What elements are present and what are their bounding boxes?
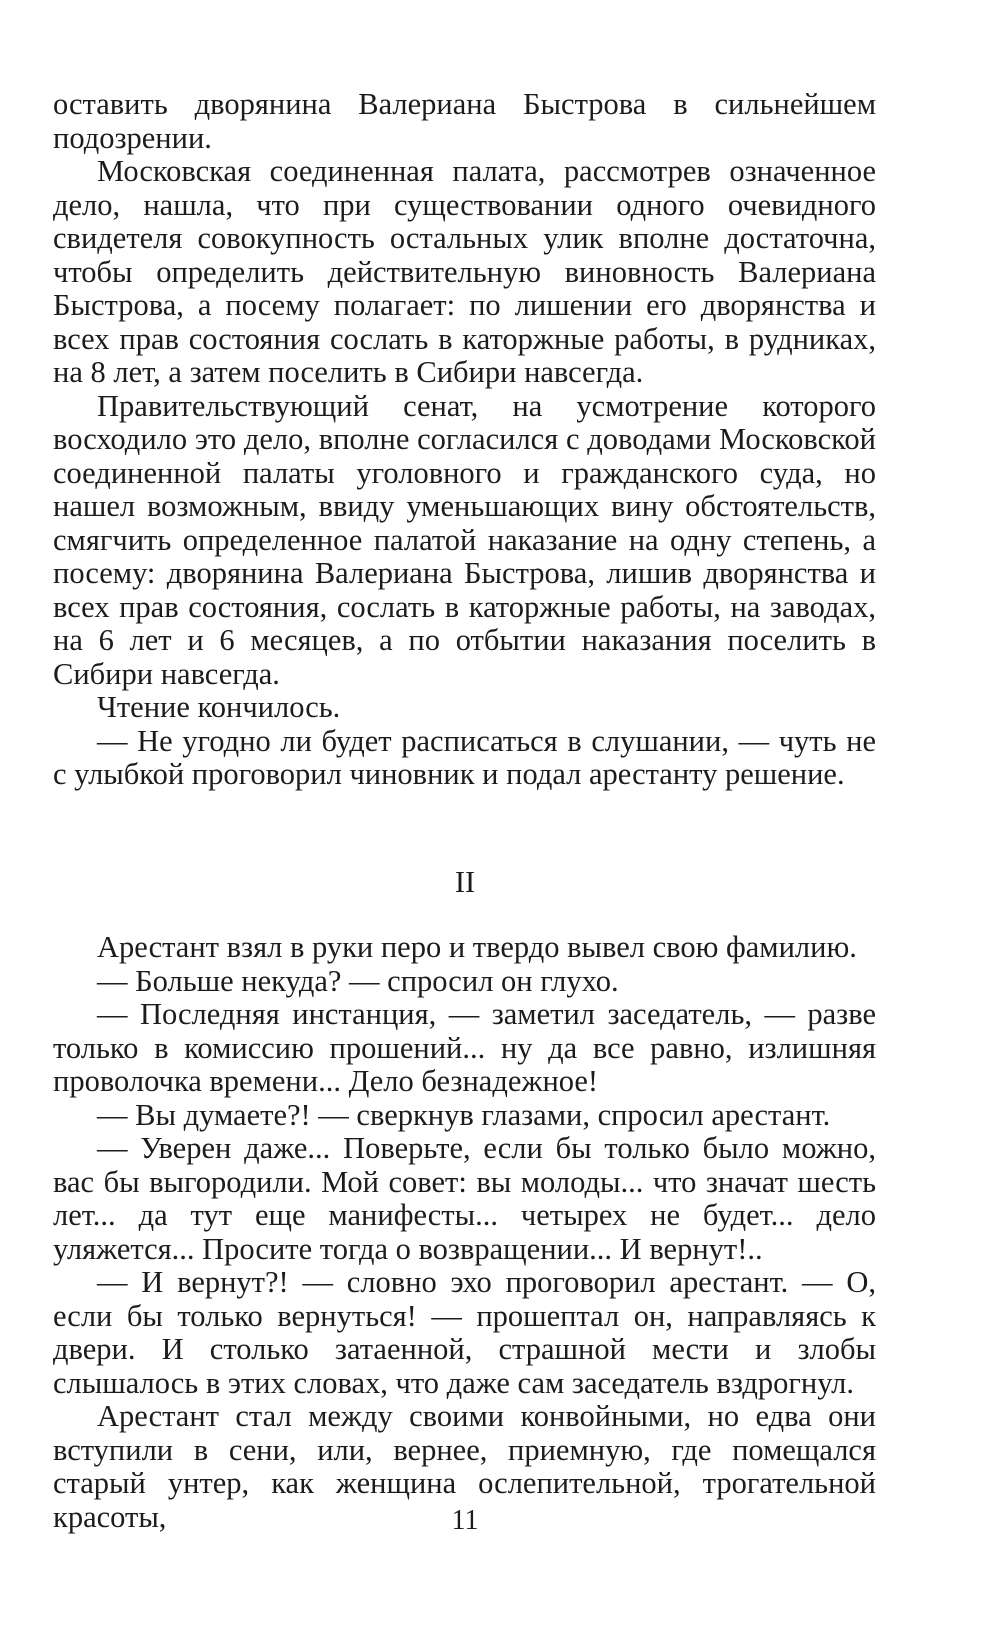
paragraph: — Больше некуда? — спросил он глухо. <box>97 963 619 998</box>
paragraph: оставить дворянина Валериана Быстрова в сильнейшем подозрении. <box>53 87 876 155</box>
paragraph: Правительствующий сенат, на усмотрение которого восходило это дело, вполне согласился с доводами Московской соединенной палаты уголовного и гражданского суда, но нашел возможным, ввиду уменьшающих вину обстоятельств, смягчить определенное палатой наказание на одну степень, а посему: дворянина Валериана Быстрова, лишив дворянства и всех прав состояния, сослать в каторжные работы, на заводах, на 6 лет и 6 месяцев, а по отбытии наказания поселить в Сибири навсегда. <box>53 388 876 691</box>
paragraph: Арестант взял в руки перо и твердо вывел свою фамилию. <box>97 930 857 964</box>
paragraph: — Уверен даже... Поверьте, если бы только было можно, вас бы выгородили. Мой совет: вы молоды... что значат шесть лет... да тут еще манифесты... четырех не будет... дело уляжется... Просите тогда о возвращении... И вернут!.. <box>53 1131 876 1266</box>
paragraph: — Не угодно ли будет расписаться в слушании, — чуть не с улыбкой проговорил чиновник и подал арестанту решение. <box>53 723 876 791</box>
paragraph: Арестант стал между своими конвойными, но едва они вступили в сени, или, вернее, приемную, где помещался старый унтер, как женщина ослепительной, трогательной красоты, <box>53 1399 876 1534</box>
paragraph: — Вы думаете?! — сверкнув глазами, спросил арестант. <box>97 1097 831 1132</box>
paragraph: Московская соединенная палата, рассмотрев означенное дело, нашла, что при существовании одного очевидного свидетеля совокупность остальных улик вполне достаточна, чтобы определить действительную виновность Валериана Быстрова, а посему полагает: по лишении его дворянства и всех прав состояния сослать в каторжные работы, в рудниках, на 8 лет, а затем поселить в Сибири навсегда. <box>53 154 876 389</box>
paragraph: — Последняя инстанция, — заметил заседатель, — разве только в комиссию прошений... ну да все равно, излишняя проволочка времени... Дело безнадежное! <box>53 997 876 1098</box>
chapter-heading: II <box>454 865 476 899</box>
text-section-one <box>53 88 876 792</box>
paragraph: Чтение кончилось. <box>97 690 341 724</box>
paragraph: — И вернут?! — словно эхо проговорил арестант. — О, если бы только вернуться! — прошептал он, направляясь к двери. И столько затаенной, страшной мести и злобы слышалось в этих словах, что даже сам заседатель вздрогнул. <box>53 1265 876 1400</box>
text-section-two <box>53 931 876 1534</box>
page-number: 11 <box>451 1505 479 1536</box>
